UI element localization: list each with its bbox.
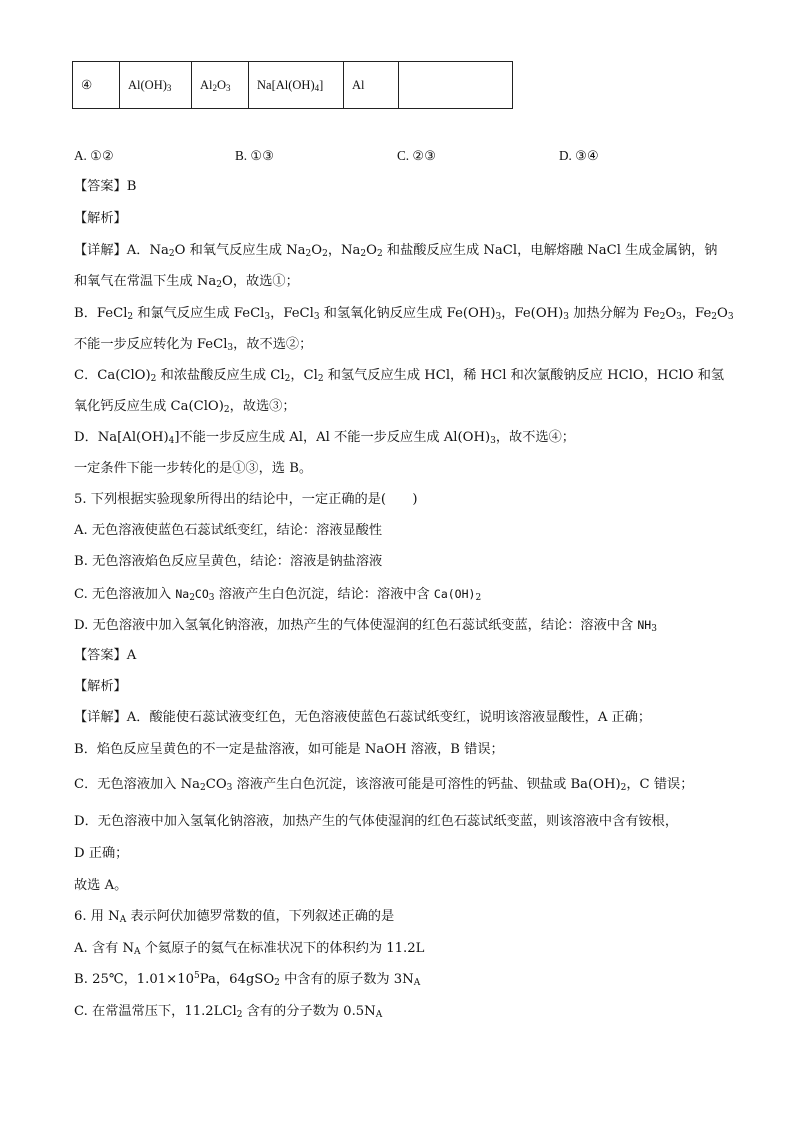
- q4-detail-line-6: 氧化钙反应生成 $Ca(ClO)_2$，故选③；: [74, 399, 296, 415]
- cell-d: [344, 62, 399, 109]
- cell-b: [192, 62, 249, 109]
- q4-option-d: D. ③④: [559, 148, 599, 163]
- q4-conclusion: 一定条件下能一步转化的是①③，选 B。: [74, 461, 313, 476]
- q5-analysis-heading: 【解析】: [74, 679, 127, 694]
- q6-option-b: B. 25℃，$1.01\times 10^5Pa$，64gSO$_2$ 中含有的原子数为 $3N_A$: [74, 971, 421, 988]
- q4-detail-line-7: D．$Na[Al(OH)_4]$不能一步反应生成 Al，Al 不能一步反应生成 $Al(OH)_3$，故不选④；: [74, 430, 575, 446]
- q5-detail-line-1: 【详解】A．酸能使石蕊试液变红色，无色溶液使蓝色石蕊试纸变红，说明该溶液显酸性，A 正确；: [74, 710, 652, 725]
- cell-c-sub: 4: [314, 82, 320, 93]
- q5-answer: 【答案】A: [74, 648, 137, 663]
- q5-detail-line-3: C．无色溶液加入 $Na_2CO_3$ 溶液产生白色沉淀，该溶液可能是可溶性的钙盐、钡盐或 $Ba(OH)_2$，C 错误；: [74, 777, 694, 793]
- q4-detail-line-1: 【详解】A．$Na_2O$ 和氧气反应生成 $Na_2O_2$，$Na_2O_2$ 和盐酸反应生成 NaCl，电解熔融 NaCl 生成金属钠，钠: [74, 243, 718, 259]
- cell-a: [120, 62, 192, 109]
- q6-stem: 6. 用 $N_A$ 表示阿伏加德罗常数的值，下列叙述正确的是: [74, 909, 395, 925]
- q4-detail-line-3: B．FeCl$_2$ 和氯气反应生成 FeCl$_3$，FeCl$_3$ 和氢氧化钠反应生成 $Fe(OH)_3$，$Fe(OH)_3$ 加热分解为 $Fe_2O_3$，$Fe_2O_3$: [74, 306, 734, 322]
- cell-c: [249, 62, 344, 109]
- table-row: [73, 62, 513, 109]
- row-number: ④: [81, 78, 93, 92]
- cell-b-sub2: 3: [226, 82, 231, 93]
- cell-d-text: Al: [352, 77, 365, 92]
- q5-detail-line-2: B．焰色反应呈黄色的不一定是盐溶液，如可能是 NaOH 溶液，B 错误；: [74, 742, 504, 757]
- q4-analysis-heading: 【解析】: [74, 211, 127, 226]
- q5-detail-line-5: D 正确；: [74, 846, 129, 861]
- cell-e: [399, 62, 513, 109]
- q5-final-choice: 故选 A。: [74, 878, 128, 893]
- cell-a-sub: 3: [166, 82, 172, 93]
- q4-option-c: C. ②③: [397, 148, 437, 163]
- q5-option-a: A. 无色溶液使蓝色石蕊试纸变红，结论：溶液显酸性: [74, 523, 383, 538]
- q4-detail-line-4: 不能一步反应转化为 FeCl$_3$，故不选②；: [74, 337, 313, 353]
- q6-option-a: A. 含有 $N_A$ 个氦原子的氦气在标准状况下的体积约为 11.2L: [74, 941, 425, 957]
- row-number-cell: [73, 62, 120, 109]
- cell-b-text2: O: [217, 77, 227, 92]
- cell-a-text: Al(OH): [128, 77, 167, 92]
- q4-option-b: B. ①③: [235, 148, 275, 163]
- q4-option-a: A. ①②: [74, 148, 114, 163]
- cell-c-text: Na[Al(OH): [257, 77, 315, 92]
- q5-option-c: C. 无色溶液加入 $Na_2CO_3$ 溶液产生白色沉淀，结论：溶液中含 $Ca(OH)_2$: [74, 587, 482, 603]
- q5-option-d: D. 无色溶液中加入氢氧化钠溶液，加热产生的气体使湿润的红色石蕊试纸变蓝，结论：溶液中含 $NH_3$: [74, 618, 657, 634]
- q4-detail-line-2: 和氧气在常温下生成 $Na_2O$，故选①；: [74, 274, 299, 290]
- q4-detail-line-5: C．$Ca(ClO)_2$ 和浓盐酸反应生成 $Cl_2$，$Cl_2$ 和氢气反应生成 HCl，稀 HCl 和次氯酸钠反应 HClO，HClO 和氢: [74, 368, 725, 384]
- q5-detail-line-4: D．无色溶液中加入氢氧化钠溶液，加热产生的气体使湿润的红色石蕊试纸变蓝，则该溶液中含有铵根，: [74, 814, 679, 829]
- q6-option-c: C. 在常温常压下，11.2LCl$_2$ 含有的分子数为 $0.5N_A$: [74, 1004, 383, 1020]
- cell-c-text2: ]: [319, 77, 324, 92]
- q4-answer: 【答案】B: [74, 179, 137, 194]
- cell-b-text: Al: [200, 77, 213, 92]
- q5-stem: 5. 下列根据实验现象所得出的结论中，一定正确的是( ): [74, 492, 418, 507]
- reaction-table: [72, 61, 513, 109]
- cell-b-sub1: 2: [212, 82, 217, 93]
- q5-option-b: B. 无色溶液焰色反应呈黄色，结论：溶液是钠盐溶液: [74, 554, 383, 569]
